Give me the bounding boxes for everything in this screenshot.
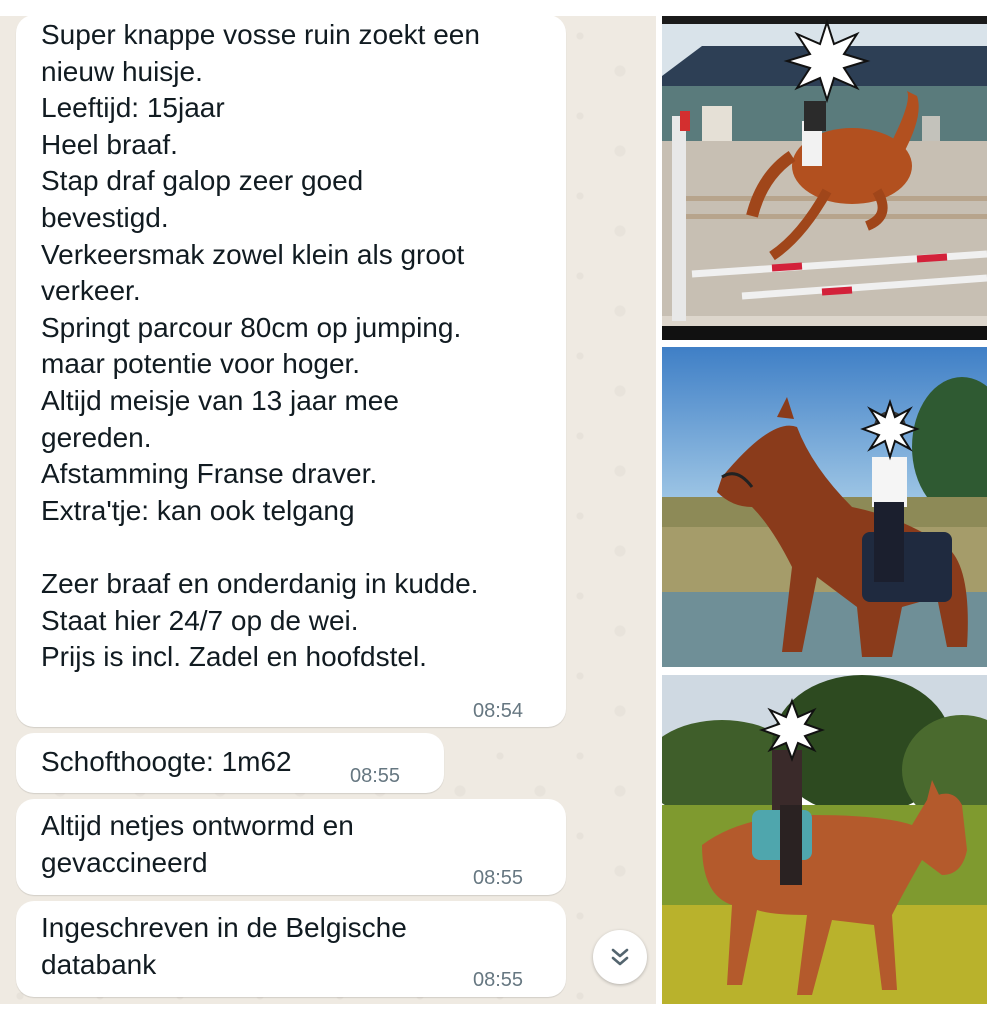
message-bubble-height[interactable]	[16, 733, 444, 793]
horse-water-photo[interactable]	[662, 347, 987, 667]
scroll-to-bottom-button[interactable]	[593, 930, 647, 984]
message-bubble-listing[interactable]	[16, 15, 566, 727]
message-time: 08:54	[473, 700, 524, 722]
message-text: Altijd netjes ontwormd en gevaccineerd	[41, 810, 354, 878]
message-time: 08:55	[473, 969, 524, 991]
horse-meadow-photo[interactable]	[662, 675, 987, 1004]
message-text: Schofthoogte: 1m62	[41, 746, 292, 777]
message-bubble-vaccinated[interactable]	[16, 799, 566, 895]
message-time: 08:55	[350, 765, 401, 787]
message-text: Ingeschreven in de Belgische databank	[41, 912, 407, 980]
horse-jumping-photo[interactable]	[662, 16, 987, 340]
double-chevron-down-icon	[609, 946, 631, 968]
message-text: Super knappe vosse ruin zoekt een nieuw huisje. Leeftijd: 15jaar Heel braaf. Stap draf galop zeer goed bevestigd. Verkeersmak zowel klein als groot verkeer. Springt parcour 80cm op jumping. maar potentie voor hoger. Altijd meisje van 13 jaar mee gereden. Afstamming Franse draver. Extra'tje: kan ook telgang Zeer braaf en onderdanig in kudde. Staat hier 24/7 op de wei. Prijs is incl. Zadel en hoofdstel.	[41, 19, 480, 673]
message-time: 08:55	[473, 867, 524, 889]
message-bubble-database[interactable]	[16, 901, 566, 997]
